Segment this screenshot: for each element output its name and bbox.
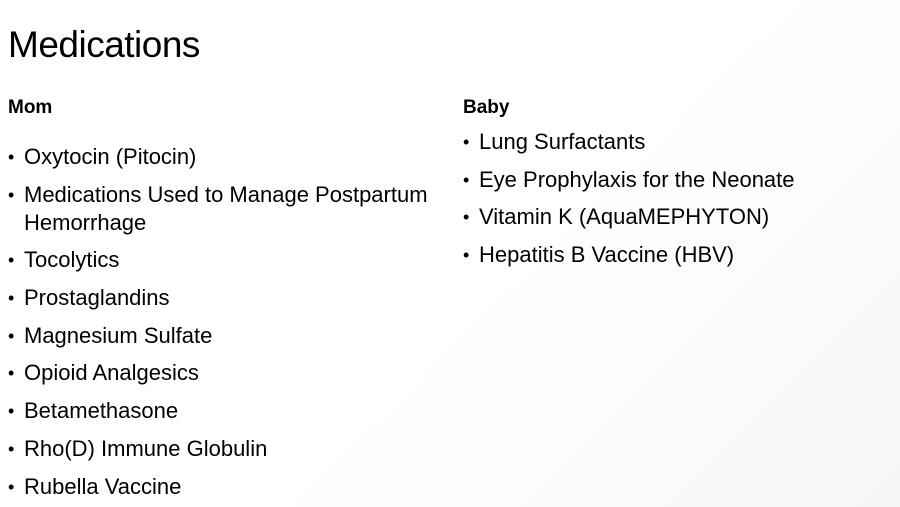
list-item xyxy=(8,359,428,387)
baby-heading: Baby xyxy=(463,97,510,118)
bullet-icon: • xyxy=(8,288,15,309)
list-item xyxy=(8,181,428,237)
bullet-icon: • xyxy=(463,245,470,266)
list-item xyxy=(8,143,428,171)
list-item-text: Rubella Vaccine xyxy=(24,473,182,499)
list-item-text: Eye Prophylaxis for the Neonate xyxy=(479,166,795,192)
bullet-icon: • xyxy=(8,401,15,422)
bullet-icon: • xyxy=(8,476,15,497)
bullet-icon: • xyxy=(8,363,15,384)
list-item xyxy=(8,397,428,425)
list-item xyxy=(463,128,893,156)
list-item xyxy=(463,241,893,269)
bullet-icon: • xyxy=(8,147,15,167)
list-item xyxy=(463,166,893,194)
list-item-text: Magnesium Sulfate xyxy=(24,322,213,348)
list-item-text: Oxytocin (Pitocin) xyxy=(24,144,197,169)
list-item xyxy=(463,203,893,231)
list-item xyxy=(8,473,428,501)
bullet-icon: • xyxy=(8,325,15,346)
list-item-text: Betamethasone xyxy=(24,398,179,424)
list-item xyxy=(8,435,428,463)
list-item-text: Prostaglandins xyxy=(24,285,170,311)
list-item xyxy=(8,322,428,350)
list-item-text: Rho(D) Immune Globulin xyxy=(24,435,268,461)
bullet-icon: • xyxy=(8,184,15,205)
list-item xyxy=(8,284,428,312)
list-item-text: Vitamin K (AquaMEPHYTON) xyxy=(479,204,770,230)
list-item-text: Opioid Analgesics xyxy=(24,360,199,386)
list-item xyxy=(8,246,428,274)
list-item-text: Tocolytics xyxy=(24,247,120,273)
mom-heading: Mom xyxy=(8,97,53,118)
bullet-icon: • xyxy=(463,169,470,190)
bullet-icon: • xyxy=(8,438,15,459)
slide-title: Medications xyxy=(8,24,200,65)
baby-medication-list xyxy=(463,128,893,279)
mom-medication-list xyxy=(8,143,428,507)
bullet-icon: • xyxy=(463,132,470,152)
bullet-icon: • xyxy=(463,207,470,228)
list-item-text: Medications Used to Manage Postpartum Hemorrhage xyxy=(24,181,428,235)
list-item-text: Lung Surfactants xyxy=(479,129,646,154)
list-item-text: Hepatitis B Vaccine (HBV) xyxy=(479,242,735,268)
bullet-icon: • xyxy=(8,250,15,271)
